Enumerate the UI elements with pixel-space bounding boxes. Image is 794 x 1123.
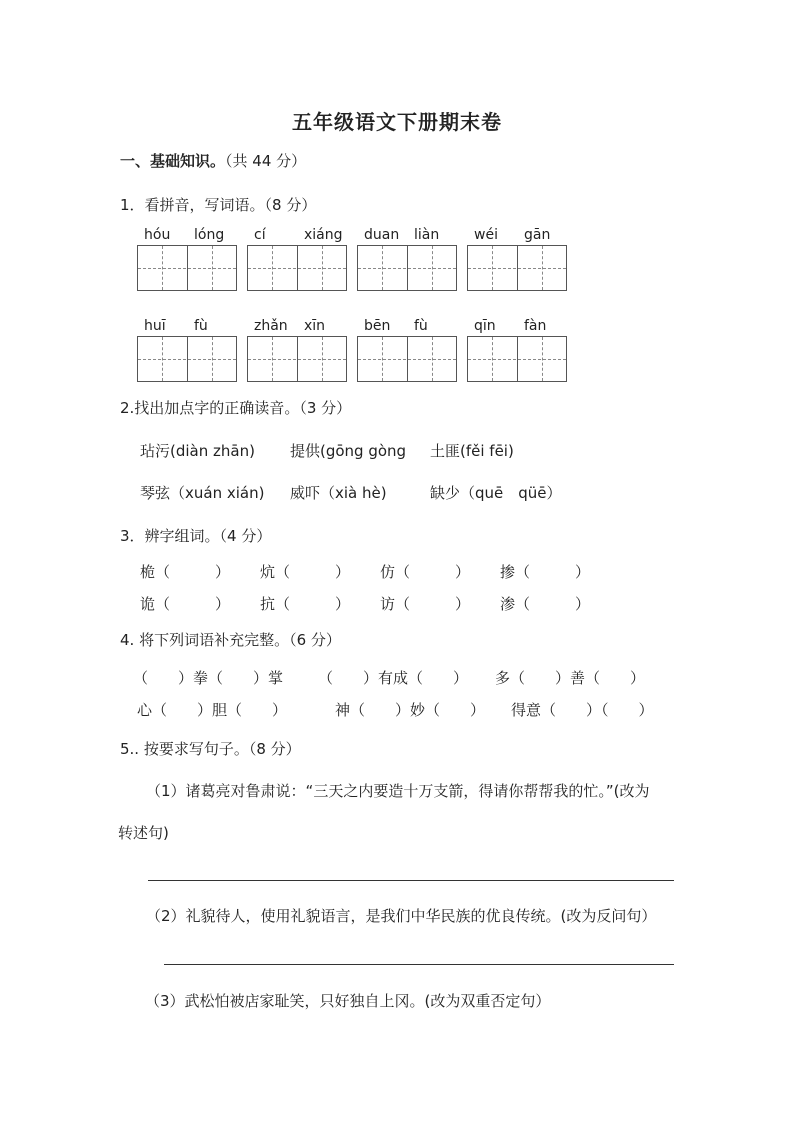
section-score: （共 44 分） [225, 152, 307, 170]
writing-grid-box[interactable] [467, 336, 567, 382]
sentence-task-1-cont: 转述句) [118, 824, 169, 842]
char-blank[interactable]: 桅（ ） [140, 563, 231, 581]
reading-option: 玷污(diàn zhān) [140, 442, 255, 460]
char-blank[interactable]: 访（ ） [380, 595, 471, 613]
idiom-blank[interactable]: 心（ ）胆（ ） [137, 701, 288, 719]
pinyin-syllable: fù [194, 318, 208, 334]
reading-option: 土匪(fěi fēi) [430, 442, 514, 460]
char-blank[interactable]: 炕（ ） [260, 563, 351, 581]
sentence-task-2: （2）礼貌待人，使用礼貌语言，是我们中华民族的优良传统。(改为反问句） [146, 907, 657, 925]
idiom-blank[interactable]: （ ）拳（ ）掌 [133, 669, 284, 687]
pinyin-syllable: qīn [474, 318, 496, 334]
writing-grid-box[interactable] [137, 245, 237, 291]
idiom-blank[interactable]: 多（ ）善（ ） [495, 669, 646, 687]
question-2-label: 2.找出加点字的正确读音。（3 分） [120, 399, 352, 417]
pinyin-syllable: fàn [524, 318, 547, 334]
writing-grid-box[interactable] [357, 336, 457, 382]
pinyin-syllable: bēn [364, 318, 391, 334]
reading-option: 威吓（xià hè) [290, 484, 387, 502]
question-3-label: 3．辨字组词。（4 分） [120, 527, 272, 545]
pinyin-syllable: lóng [194, 227, 225, 243]
pinyin-syllable: gān [524, 227, 551, 243]
reading-option: 提供(gōng gòng [290, 442, 407, 460]
page-title: 五年级语文下册期末卷 [292, 110, 502, 134]
writing-grid-box[interactable] [137, 336, 237, 382]
writing-grid-box[interactable] [247, 245, 347, 291]
pinyin-syllable: duan [364, 227, 400, 243]
pinyin-syllable: xiáng [304, 227, 343, 243]
reading-option: 琴弦（xuán xián) [140, 484, 265, 502]
section-heading [120, 150, 306, 171]
idiom-blank[interactable]: （ ）有成（ ） [318, 669, 469, 687]
pinyin-syllable: hóu [144, 227, 171, 243]
pinyin-syllable: liàn [414, 227, 440, 243]
question-1-label: 1．看拼音，写词语。（8 分） [120, 196, 317, 214]
pinyin-syllable: wéi [474, 227, 498, 243]
sentence-task-1: （1）诸葛亮对鲁肃说：“三天之内要造十万支箭，得请你帮帮我的忙。”(改为 [146, 782, 650, 800]
char-blank[interactable]: 仿（ ） [380, 563, 471, 581]
idiom-blank[interactable]: 得意（ ）（ ） [511, 701, 654, 719]
char-blank[interactable]: 渗（ ） [500, 595, 591, 613]
pinyin-syllable: xīn [304, 318, 326, 334]
answer-line[interactable] [148, 880, 674, 881]
char-blank[interactable]: 诡（ ） [140, 595, 231, 613]
writing-grid-box[interactable] [247, 336, 347, 382]
char-blank[interactable]: 掺（ ） [500, 563, 591, 581]
answer-line[interactable] [164, 964, 674, 965]
reading-option: 缺少（quē qüē） [430, 484, 562, 502]
pinyin-syllable: huī [144, 318, 166, 334]
writing-grid-box[interactable] [357, 245, 457, 291]
pinyin-syllable: cí [254, 227, 266, 243]
question-4-label: 4. 将下列词语补充完整。（6 分） [120, 631, 341, 649]
pinyin-syllable: fù [414, 318, 428, 334]
char-blank[interactable]: 抗（ ） [260, 595, 351, 613]
writing-grid-box[interactable] [467, 245, 567, 291]
sentence-task-3: （3）武松怕被店家耻笑，只好独自上冈。(改为双重否定句） [145, 992, 551, 1010]
question-5-label: 5.. 按要求写句子。（8 分） [120, 740, 301, 758]
idiom-blank[interactable]: 神（ ）妙（ ） [335, 701, 486, 719]
pinyin-syllable: zhǎn [254, 318, 288, 334]
section-label: 一、基础知识。 [120, 152, 226, 170]
